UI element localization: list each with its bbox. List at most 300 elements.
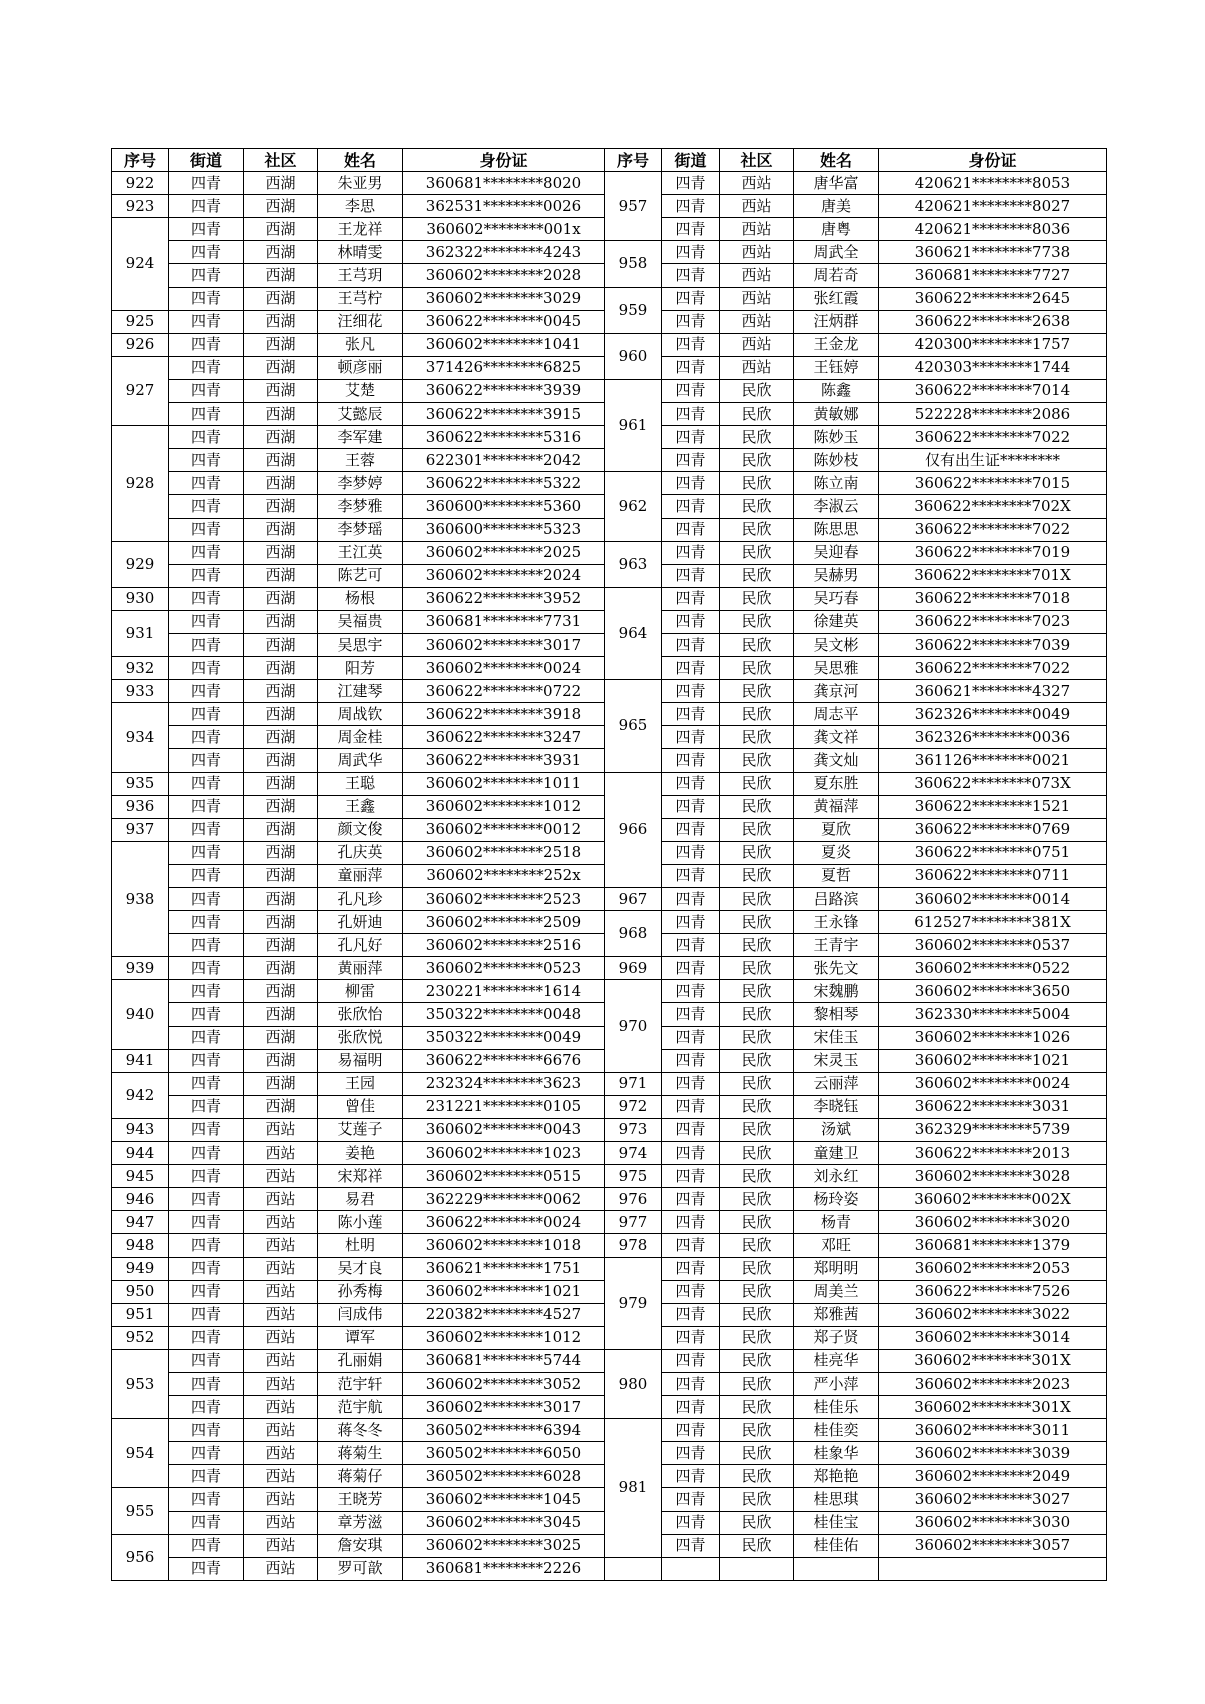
sequence-cell: 935	[112, 772, 169, 795]
sequence-cell: 974	[605, 1142, 662, 1165]
name-cell: 王龙祥	[318, 218, 403, 241]
name-cell: 章芳滋	[318, 1511, 403, 1534]
id-number-cell: 360622********701X	[879, 564, 1107, 587]
street-cell: 四青	[169, 564, 244, 587]
name-cell: 张凡	[318, 333, 403, 356]
id-number-cell: 360602********3650	[879, 980, 1107, 1003]
street-cell: 四青	[169, 1442, 244, 1465]
community-cell: 民欣	[720, 1511, 794, 1534]
table-row	[112, 1095, 1107, 1118]
name-cell: 张红霞	[794, 287, 879, 310]
sequence-cell: 922	[112, 172, 169, 195]
street-cell: 四青	[662, 1534, 720, 1557]
name-cell: 吴巧春	[794, 587, 879, 610]
street-cell: 四青	[662, 1234, 720, 1257]
table-row	[112, 241, 1107, 264]
id-number-cell: 362326********0049	[879, 703, 1107, 726]
street-cell: 四青	[169, 1142, 244, 1165]
id-number-cell: 360621********1751	[403, 1257, 605, 1280]
community-cell: 民欣	[720, 772, 794, 795]
id-number-cell: 360622********5322	[403, 472, 605, 495]
community-cell: 西湖	[244, 587, 318, 610]
name-cell: 郑艳艳	[794, 1465, 879, 1488]
name-cell: 李梦婷	[318, 472, 403, 495]
name-cell: 蒋菊仔	[318, 1465, 403, 1488]
roster-document	[111, 148, 1107, 1581]
column-header: 序号	[112, 149, 169, 172]
name-cell: 吴思宇	[318, 633, 403, 656]
id-number-cell: 仅有出生证********	[879, 449, 1107, 472]
name-cell: 艾懿辰	[318, 403, 403, 426]
street-cell: 四青	[662, 957, 720, 980]
community-cell: 民欣	[720, 818, 794, 841]
street-cell: 四青	[662, 1465, 720, 1488]
community-cell: 民欣	[720, 911, 794, 934]
name-cell: 易福明	[318, 1049, 403, 1072]
street-cell: 四青	[662, 911, 720, 934]
id-number-cell: 360602********3028	[879, 1165, 1107, 1188]
name-cell: 蒋菊生	[318, 1442, 403, 1465]
street-cell: 四青	[662, 749, 720, 772]
id-number-cell: 360602********0522	[879, 957, 1107, 980]
street-cell: 四青	[662, 495, 720, 518]
name-cell: 周金桂	[318, 726, 403, 749]
street-cell: 四青	[662, 1280, 720, 1303]
street-cell: 四青	[662, 1419, 720, 1442]
table-row	[112, 1211, 1107, 1234]
sequence-cell: 947	[112, 1211, 169, 1234]
community-cell: 民欣	[720, 633, 794, 656]
street-cell: 四青	[662, 680, 720, 703]
sequence-cell: 960	[605, 333, 662, 379]
id-number-cell: 360622********7018	[879, 587, 1107, 610]
table-row	[112, 472, 1107, 495]
street-cell: 四青	[169, 1557, 244, 1580]
community-cell: 西站	[244, 1211, 318, 1234]
sequence-cell: 950	[112, 1280, 169, 1303]
community-cell: 西站	[244, 1534, 318, 1557]
street-cell: 四青	[169, 495, 244, 518]
sequence-cell: 939	[112, 957, 169, 980]
id-number-cell: 360602********1023	[403, 1142, 605, 1165]
community-cell: 西湖	[244, 864, 318, 887]
community-cell: 民欣	[720, 610, 794, 633]
street-cell: 四青	[169, 1280, 244, 1303]
id-number-cell: 360602********001x	[403, 218, 605, 241]
name-cell: 周美兰	[794, 1280, 879, 1303]
name-cell: 杨玲姿	[794, 1188, 879, 1211]
name-cell: 陈妙玉	[794, 426, 879, 449]
id-number-cell: 360602********1018	[403, 1234, 605, 1257]
community-cell: 西湖	[244, 333, 318, 356]
name-cell: 桂亮华	[794, 1349, 879, 1372]
street-cell: 四青	[169, 379, 244, 402]
name-cell: 谭军	[318, 1326, 403, 1349]
community-cell: 西站	[720, 287, 794, 310]
community-cell: 西湖	[244, 1095, 318, 1118]
sequence-cell: 970	[605, 980, 662, 1072]
name-cell: 刘永红	[794, 1165, 879, 1188]
street-cell: 四青	[662, 541, 720, 564]
roster-table	[111, 148, 1107, 1581]
id-number-cell: 360602********2509	[403, 911, 605, 934]
sequence-cell: 951	[112, 1303, 169, 1326]
id-number-cell: 360622********3939	[403, 379, 605, 402]
community-cell: 民欣	[720, 1488, 794, 1511]
community-cell: 西湖	[244, 287, 318, 310]
id-number-cell: 360622********7022	[879, 426, 1107, 449]
street-cell: 四青	[662, 1511, 720, 1534]
name-cell: 夏炎	[794, 841, 879, 864]
column-header: 社区	[720, 149, 794, 172]
street-cell: 四青	[169, 403, 244, 426]
name-cell: 王园	[318, 1072, 403, 1095]
community-cell: 西站	[244, 1372, 318, 1395]
sequence-cell: 929	[112, 541, 169, 587]
community-cell: 民欣	[720, 1257, 794, 1280]
name-cell: 陈艺可	[318, 564, 403, 587]
community-cell: 西站	[244, 1234, 318, 1257]
street-cell: 四青	[662, 888, 720, 911]
id-number-cell: 360622********3918	[403, 703, 605, 726]
name-cell: 吕路滨	[794, 888, 879, 911]
id-number-cell: 360622********7526	[879, 1280, 1107, 1303]
street-cell: 四青	[169, 518, 244, 541]
name-cell: 唐粤	[794, 218, 879, 241]
sequence-cell: 964	[605, 587, 662, 679]
id-number-cell: 360622********0722	[403, 680, 605, 703]
id-number-cell: 360681********7731	[403, 610, 605, 633]
street-cell: 四青	[169, 818, 244, 841]
community-cell: 西湖	[244, 195, 318, 218]
community-cell: 西站	[244, 1142, 318, 1165]
table-row	[112, 379, 1107, 402]
sequence-cell: 941	[112, 1049, 169, 1072]
id-number-cell: 360681********2226	[403, 1557, 605, 1580]
table-row	[112, 333, 1107, 356]
street-cell: 四青	[662, 1049, 720, 1072]
sequence-cell: 981	[605, 1419, 662, 1558]
name-cell: 张欣悦	[318, 1026, 403, 1049]
id-number-cell: 360602********1045	[403, 1488, 605, 1511]
id-number-cell: 360602********2024	[403, 564, 605, 587]
street-cell: 四青	[662, 518, 720, 541]
name-cell: 颜文俊	[318, 818, 403, 841]
name-cell: 范宇航	[318, 1396, 403, 1419]
community-cell: 民欣	[720, 1188, 794, 1211]
id-number-cell: 420621********8053	[879, 172, 1107, 195]
id-number-cell: 360622********1521	[879, 795, 1107, 818]
id-number-cell: 360602********1041	[403, 333, 605, 356]
community-cell: 西湖	[244, 356, 318, 379]
id-number-cell: 360602********1012	[403, 1326, 605, 1349]
street-cell: 四青	[662, 1257, 720, 1280]
sequence-cell: 953	[112, 1349, 169, 1418]
street-cell: 四青	[169, 1095, 244, 1118]
street-cell: 四青	[662, 772, 720, 795]
name-cell: 孔庆英	[318, 841, 403, 864]
street-cell: 四青	[662, 980, 720, 1003]
id-number-cell: 360622********5316	[403, 426, 605, 449]
name-cell: 夏哲	[794, 864, 879, 887]
community-cell: 西站	[720, 195, 794, 218]
table-row	[112, 911, 1107, 934]
id-number-cell: 360602********3029	[403, 287, 605, 310]
street-cell: 四青	[169, 980, 244, 1003]
sequence-cell: 963	[605, 541, 662, 587]
name-cell: 陈鑫	[794, 379, 879, 402]
sequence-cell: 943	[112, 1118, 169, 1141]
street-cell: 四青	[662, 1303, 720, 1326]
name-cell: 孔丽娟	[318, 1349, 403, 1372]
empty-cell	[720, 1557, 794, 1580]
street-cell: 四青	[169, 195, 244, 218]
id-number-cell: 360681********5744	[403, 1349, 605, 1372]
sequence-cell: 956	[112, 1534, 169, 1580]
id-number-cell: 360622********3915	[403, 403, 605, 426]
community-cell: 西站	[244, 1280, 318, 1303]
community-cell: 民欣	[720, 1142, 794, 1165]
community-cell: 民欣	[720, 426, 794, 449]
sequence-cell: 923	[112, 195, 169, 218]
name-cell: 吴思雅	[794, 657, 879, 680]
street-cell: 四青	[169, 587, 244, 610]
id-number-cell: 232324********3623	[403, 1072, 605, 1095]
community-cell: 民欣	[720, 1326, 794, 1349]
community-cell: 民欣	[720, 1165, 794, 1188]
community-cell: 民欣	[720, 495, 794, 518]
community-cell: 西站	[244, 1396, 318, 1419]
table-row	[112, 287, 1107, 310]
name-cell: 孙秀梅	[318, 1280, 403, 1303]
id-number-cell: 360602********0523	[403, 957, 605, 980]
community-cell: 民欣	[720, 1211, 794, 1234]
sequence-cell: 942	[112, 1072, 169, 1118]
sequence-cell: 959	[605, 287, 662, 333]
id-number-cell: 360602********1026	[879, 1026, 1107, 1049]
community-cell: 西站	[244, 1326, 318, 1349]
id-number-cell: 360602********3022	[879, 1303, 1107, 1326]
id-number-cell: 360602********1012	[403, 795, 605, 818]
name-cell: 王青宇	[794, 934, 879, 957]
id-number-cell: 612527********381X	[879, 911, 1107, 934]
id-number-cell: 360621********4327	[879, 680, 1107, 703]
sequence-cell: 936	[112, 795, 169, 818]
table-row	[112, 1234, 1107, 1257]
name-cell: 王钰婷	[794, 356, 879, 379]
name-cell: 桂佳宝	[794, 1511, 879, 1534]
community-cell: 西湖	[244, 426, 318, 449]
community-cell: 民欣	[720, 449, 794, 472]
street-cell: 四青	[169, 1257, 244, 1280]
id-number-cell: 360602********1011	[403, 772, 605, 795]
name-cell: 江建琴	[318, 680, 403, 703]
name-cell: 艾莲子	[318, 1118, 403, 1141]
name-cell: 童丽萍	[318, 864, 403, 887]
community-cell: 民欣	[720, 934, 794, 957]
table-row	[112, 1188, 1107, 1211]
table-row	[112, 957, 1107, 980]
community-cell: 西湖	[244, 818, 318, 841]
street-cell: 四青	[662, 333, 720, 356]
sequence-cell: 967	[605, 888, 662, 911]
id-number-cell: 360622********7022	[879, 518, 1107, 541]
street-cell: 四青	[662, 1003, 720, 1026]
community-cell: 西湖	[244, 218, 318, 241]
table-row	[112, 680, 1107, 703]
street-cell: 四青	[169, 726, 244, 749]
community-cell: 民欣	[720, 980, 794, 1003]
community-cell: 西湖	[244, 379, 318, 402]
id-number-cell: 360600********5323	[403, 518, 605, 541]
name-cell: 杜明	[318, 1234, 403, 1257]
street-cell: 四青	[662, 1349, 720, 1372]
community-cell: 西站	[720, 172, 794, 195]
name-cell: 李梦雅	[318, 495, 403, 518]
id-number-cell: 362531********0026	[403, 195, 605, 218]
street-cell: 四青	[662, 633, 720, 656]
name-cell: 汤斌	[794, 1118, 879, 1141]
id-number-cell: 360602********3052	[403, 1372, 605, 1395]
sequence-cell: 948	[112, 1234, 169, 1257]
id-number-cell: 360622********3952	[403, 587, 605, 610]
street-cell: 四青	[662, 1165, 720, 1188]
community-cell: 西湖	[244, 449, 318, 472]
community-cell: 西站	[244, 1557, 318, 1580]
community-cell: 民欣	[720, 1349, 794, 1372]
column-header: 序号	[605, 149, 662, 172]
sequence-cell: 924	[112, 218, 169, 310]
sequence-cell: 979	[605, 1257, 662, 1349]
community-cell: 西湖	[244, 1049, 318, 1072]
empty-cell	[662, 1557, 720, 1580]
street-cell: 四青	[662, 449, 720, 472]
community-cell: 西湖	[244, 633, 318, 656]
name-cell: 桂象华	[794, 1442, 879, 1465]
table-row	[112, 1349, 1107, 1372]
community-cell: 西湖	[244, 680, 318, 703]
id-number-cell: 360602********0537	[879, 934, 1107, 957]
street-cell: 四青	[662, 864, 720, 887]
street-cell: 四青	[169, 333, 244, 356]
name-cell: 桂思琪	[794, 1488, 879, 1511]
id-number-cell: 360602********3017	[403, 1396, 605, 1419]
sequence-cell: 945	[112, 1165, 169, 1188]
street-cell: 四青	[662, 841, 720, 864]
street-cell: 四青	[169, 172, 244, 195]
sequence-cell: 968	[605, 911, 662, 957]
community-cell: 民欣	[720, 1465, 794, 1488]
id-number-cell: 360622********7039	[879, 633, 1107, 656]
table-row	[112, 888, 1107, 911]
street-cell: 四青	[169, 1372, 244, 1395]
name-cell: 童建卫	[794, 1142, 879, 1165]
name-cell: 陈妙枝	[794, 449, 879, 472]
id-number-cell: 522228********2086	[879, 403, 1107, 426]
sequence-cell: 952	[112, 1326, 169, 1349]
street-cell: 四青	[169, 1003, 244, 1026]
street-cell: 四青	[662, 1372, 720, 1395]
id-number-cell: 360602********0515	[403, 1165, 605, 1188]
name-cell: 孔凡好	[318, 934, 403, 957]
street-cell: 四青	[662, 264, 720, 287]
sequence-cell: 928	[112, 426, 169, 541]
sequence-cell: 966	[605, 772, 662, 887]
community-cell: 西湖	[244, 957, 318, 980]
community-cell: 民欣	[720, 1095, 794, 1118]
id-number-cell: 360602********252x	[403, 864, 605, 887]
id-number-cell: 360602********3045	[403, 1511, 605, 1534]
street-cell: 四青	[662, 657, 720, 680]
name-cell: 朱亚男	[318, 172, 403, 195]
id-number-cell: 360602********0024	[403, 657, 605, 680]
id-number-cell: 360602********3025	[403, 1534, 605, 1557]
street-cell: 四青	[662, 703, 720, 726]
street-cell: 四青	[169, 1165, 244, 1188]
community-cell: 民欣	[720, 957, 794, 980]
community-cell: 民欣	[720, 1026, 794, 1049]
table-row	[112, 541, 1107, 564]
id-number-cell: 350322********0049	[403, 1026, 605, 1049]
id-number-cell: 360602********2023	[879, 1372, 1107, 1395]
street-cell: 四青	[169, 1465, 244, 1488]
sequence-cell: 969	[605, 957, 662, 980]
id-number-cell: 360602********0024	[879, 1072, 1107, 1095]
street-cell: 四青	[169, 657, 244, 680]
name-cell: 郑雅茜	[794, 1303, 879, 1326]
community-cell: 西湖	[244, 888, 318, 911]
table-row	[112, 172, 1107, 195]
community-cell: 西湖	[244, 310, 318, 333]
community-cell: 西站	[720, 333, 794, 356]
street-cell: 四青	[169, 1049, 244, 1072]
community-cell: 西站	[244, 1488, 318, 1511]
name-cell: 李思	[318, 195, 403, 218]
sequence-cell: 926	[112, 333, 169, 356]
community-cell: 西站	[720, 218, 794, 241]
street-cell: 四青	[169, 633, 244, 656]
name-cell: 李淑云	[794, 495, 879, 518]
id-number-cell: 622301********2042	[403, 449, 605, 472]
community-cell: 民欣	[720, 1280, 794, 1303]
street-cell: 四青	[662, 356, 720, 379]
name-cell: 李晓钰	[794, 1095, 879, 1118]
name-cell: 王芎玥	[318, 264, 403, 287]
id-number-cell: 360622********3031	[879, 1095, 1107, 1118]
community-cell: 西湖	[244, 610, 318, 633]
id-number-cell: 362330********5004	[879, 1003, 1107, 1026]
id-number-cell: 360602********1021	[879, 1049, 1107, 1072]
sequence-cell: 962	[605, 472, 662, 541]
id-number-cell: 360622********702X	[879, 495, 1107, 518]
id-number-cell: 360681********7727	[879, 264, 1107, 287]
name-cell: 李军建	[318, 426, 403, 449]
community-cell: 西湖	[244, 911, 318, 934]
community-cell: 西湖	[244, 495, 318, 518]
id-number-cell: 362326********0036	[879, 726, 1107, 749]
name-cell: 宋魏鹏	[794, 980, 879, 1003]
community-cell: 西站	[244, 1349, 318, 1372]
sequence-cell: 957	[605, 172, 662, 241]
table-row	[112, 1072, 1107, 1095]
table-row	[112, 772, 1107, 795]
street-cell: 四青	[662, 1396, 720, 1419]
name-cell: 曾佳	[318, 1095, 403, 1118]
id-number-cell: 360622********3247	[403, 726, 605, 749]
street-cell: 四青	[169, 1211, 244, 1234]
community-cell: 民欣	[720, 795, 794, 818]
community-cell: 西湖	[244, 541, 318, 564]
